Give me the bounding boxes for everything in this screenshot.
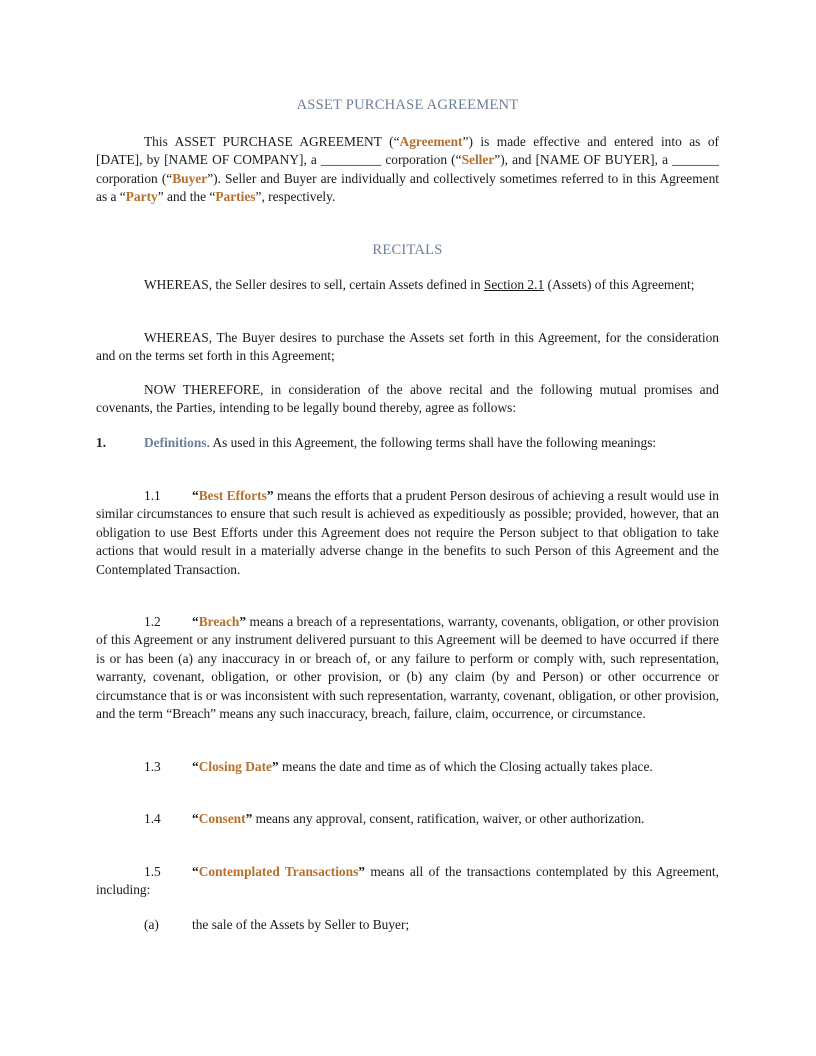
intro-text-4: ”). Seller and Buyer are individually and collectively sometimes referred to in this Agreement as a “ [96,170,719,205]
definition-1-3: 1.3 “Closing Date” means the date and time as of which the Closing actually takes place. [96,758,719,776]
intro-text-6: ”, respectively. [255,189,336,205]
document-title: ASSET PURCHASE AGREEMENT [296,97,519,113]
section-heading: Definitions [144,435,207,450]
section-2-1-reference[interactable]: Section 2.1 [483,277,545,292]
definition-text: means any approval, consent, ratification, waiver, or other authorization. [252,811,645,826]
recital-1-text-a: WHEREAS, the Seller desires to sell, certain Assets defined in [144,277,484,292]
section-intro-text: . As used in this Agreement, the following terms shall have the following meanings: [206,435,657,450]
definition-text: means all of the transactions contemplated by this Agreement, including: [96,864,719,898]
defined-term-parties: Parties [215,189,256,205]
definition-1-2: 1.2 “Breach” means a breach of a representations, warranty, covenants, obligation, or other provision of this Agreement or any instrument delivered pursuant to this Agreement will be deemed to have occurred if there is or has been (a) any inaccuracy in or breach of, or any failure to perform or comply with, such representation, warranty, covenant, obligation, or other provision, or (b) any claim (by and Person) or other occurrence or circumstance that is or was inconsistent with such representation, warranty, covenant, obligation, or other provision, and the term “Breach” means any such inaccuracy, breach, failure, claim, occurrence, or circumstance. [96,614,719,722]
intro-text-2: ”) is made effective and entered into as of [DATE], by [NAME OF COMPANY], a _________ corporation (“ [96,134,720,168]
defined-term: Contemplated Transactions [198,864,359,879]
defined-term-party: Party [125,189,158,205]
intro-text-1: This ASSET PURCHASE AGREEMENT (“ [144,134,400,149]
defined-term-seller: Seller [461,152,495,168]
definition-1-5: 1.5 “Contemplated Transactions” means all of the transactions contemplated by this Agreement, including: [96,864,719,898]
recital-1-text-b: (Assets) of this Agreement; [544,277,695,292]
definition-number: 1.5 [144,864,161,879]
definition-number: 1.1 [144,488,161,503]
recital-2 [96,329,719,366]
defined-term-agreement: Agreement [399,134,463,149]
subitem-a [96,916,719,934]
definition-1-4: 1.4 “Consent” means any approval, consent, ratification, waiver, or other authorization. [96,810,719,828]
definition-1-1: 1.1 “Best Efforts” means the efforts that a prudent Person desirous of achieving a result would use in similar circumstances to ensure that such result is achieved as expeditiously as possible; provided, however, that an obligation to use Best Efforts under this Agreement does not require the Person subject to that obligation to take actions that would result in a materially adverse change in the benefits to such Person of this Agreement and the Contemplated Transaction. [96,488,719,577]
defined-term: Best Efforts [198,488,267,503]
subitem-label: (a) [144,917,159,932]
intro-text-5: ” and the “ [157,189,216,205]
definition-number: 1.2 [144,614,161,629]
intro-text-3: ”), and [NAME OF BUYER], a _______ corporation (“ [96,152,719,186]
defined-term-buyer: Buyer [172,170,208,186]
recital-2-text: WHEREAS, The Buyer desires to purchase the Assets set forth in this Agreement, for the consideration and on the terms set forth in this Agreement; [96,330,719,364]
section-1-definitions [96,434,719,452]
defined-term: Breach [198,614,240,629]
definition-text: means a breach of a representations, warranty, covenants, obligation, or other provision of this Agreement or any instrument delivered pursuant to this Agreement will be deemed to have occurred if there is or has been (a) any inaccuracy in or breach of, or any failure to perform or comply with, such representation, warranty, covenant, obligation, or other provision, or (b) any claim (by and Person) or other occurrence or circumstance that is or was inconsistent with such representation, warranty, covenant, obligation, or other provision, and the term “Breach” means any such inaccuracy, breach, failure, claim, occurrence, or circumstance. [96,614,719,722]
definition-text: means the date and time as of which the Closing actually takes place. [278,759,653,774]
section-number: 1. [96,435,107,450]
defined-term: Consent [198,811,246,826]
definition-number: 1.4 [144,811,161,826]
recital-3 [96,381,719,418]
recital-3-text: NOW THEREFORE, in consideration of the above recital and the following mutual promises and covenants, the Parties, intending to be legally bound thereby, agree as follows: [96,382,719,416]
defined-term: Closing Date [198,759,272,774]
intro-paragraph [96,133,719,207]
definition-text: means the efforts that a prudent Person desirous of achieving a result would use in similar circumstances to ensure that such result is achieved as expeditiously as possible; provided, however, that an obligation to use Best Efforts under this Agreement does not require the Person subject to that obligation to take actions that would result in a materially adverse change in the benefits to such Person of this Agreement and the Contemplated Transaction. [96,488,719,577]
definition-number: 1.3 [144,759,161,774]
subitem-text: the sale of the Assets by Seller to Buyer; [192,917,410,932]
recitals-heading: RECITALS [372,242,443,258]
recital-1 [96,276,719,294]
